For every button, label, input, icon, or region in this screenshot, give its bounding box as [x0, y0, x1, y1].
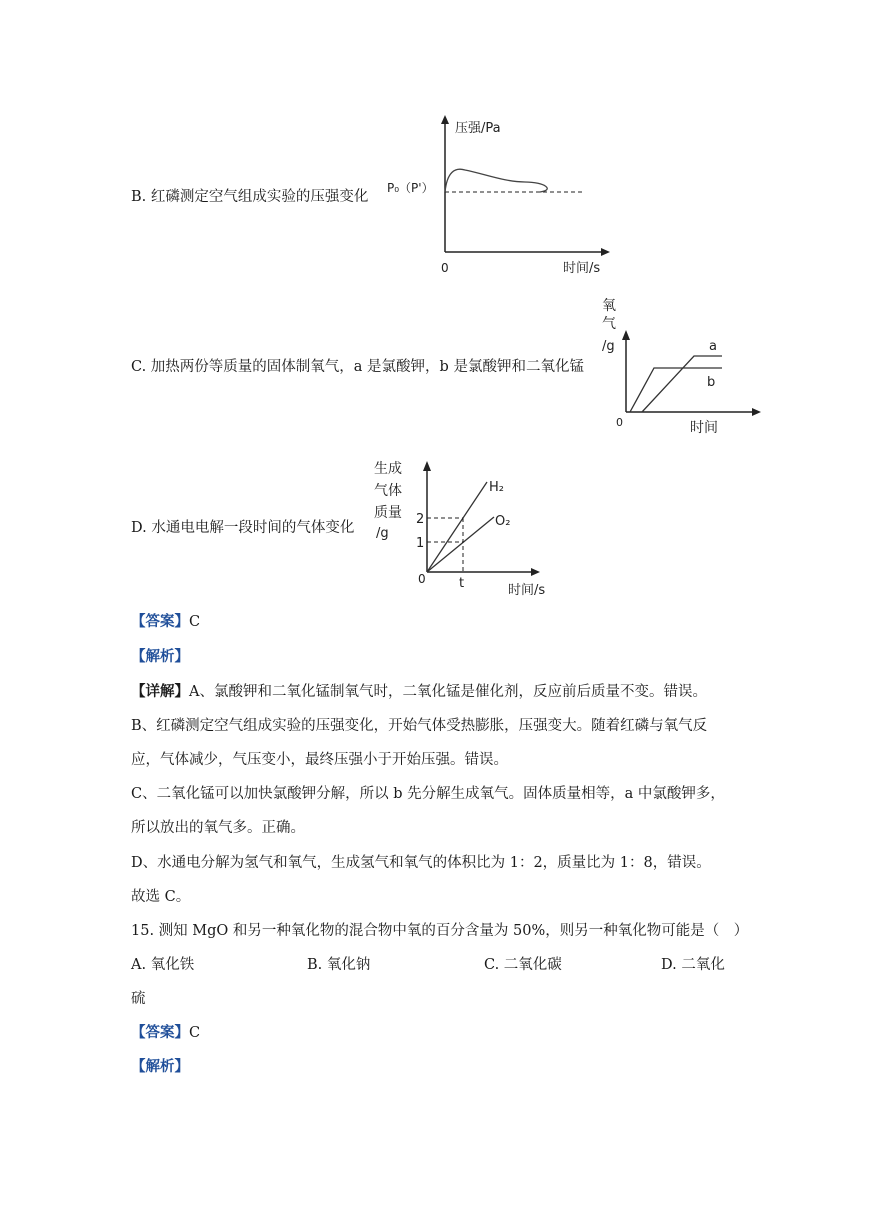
- electrolysis-ylabel-3: 质量: [374, 505, 402, 521]
- electrolysis-tick-2: 2: [416, 512, 425, 527]
- detail-line-4: C、二氧化锰可以加快氯酸钾分解，所以 b 先分解生成氧气。固体质量相等，a 中氯酸钾多，: [131, 786, 725, 802]
- pressure-xlabel: 时间/s: [563, 261, 601, 276]
- detail-tag: 【详解】: [131, 683, 189, 700]
- electrolysis-chart: [370, 455, 560, 603]
- answer-2-value: C: [189, 1025, 201, 1041]
- answer-2-tag: 【答案】: [131, 1024, 189, 1041]
- option-c-label: C. 加热两份等质量的固体制氧气，a 是氯酸钾，b 是氯酸钾和二氧化锰: [131, 359, 584, 375]
- pressure-y-arrow: [441, 115, 449, 124]
- analysis-2-tag: 【解析】: [131, 1058, 189, 1075]
- electrolysis-x-arrow: [531, 568, 540, 576]
- pressure-origin: 0: [441, 261, 449, 275]
- q15-option-a: A. 氧化铁: [131, 957, 195, 973]
- q15-option-d: D. 二氧化: [661, 957, 725, 973]
- detail-line-1: [131, 682, 707, 702]
- oxygen-ylabel-2: 气: [602, 316, 616, 332]
- oxygen-y-arrow: [622, 330, 630, 340]
- detail-line-5: 所以放出的氧气多。正确。: [131, 820, 305, 836]
- oxygen-ylabel-1: 氧: [602, 298, 616, 314]
- pressure-ref-label: P₀（P'）: [387, 181, 434, 195]
- detail-text-1: A、氯酸钾和二氧化锰制氧气时，二氧化锰是催化剂，反应前后质量不变。错误。: [189, 684, 707, 700]
- q15-option-c: C. 二氧化碳: [484, 957, 562, 973]
- q15-option-d-cont: 硫: [131, 991, 146, 1007]
- electrolysis-ylabel-2: 气体: [374, 483, 402, 499]
- oxygen-ylabel-3: /g: [602, 339, 615, 354]
- oxygen-xlabel: 时间: [690, 420, 718, 436]
- electrolysis-tick-1: 1: [416, 536, 425, 551]
- q15-stem: 15. 测知 MgO 和另一种氧化物的混合物中氧的百分含量为 50%，则另一种氧化物可能是（ ）: [131, 923, 749, 939]
- pressure-ylabel: 压强/Pa: [455, 121, 501, 136]
- oxygen-origin: 0: [616, 416, 623, 429]
- oxygen-chart: [596, 294, 766, 439]
- analysis-1: [131, 647, 189, 667]
- answer-1-value: C: [189, 614, 201, 630]
- electrolysis-series-h2: H₂: [489, 480, 504, 495]
- detail-line-6: D、水通电分解为氢气和氧气，生成氢气和氧气的体积比为 1：2，质量比为 1：8，错误。: [131, 855, 711, 871]
- pressure-curve: [445, 169, 547, 192]
- analysis-2: [131, 1057, 189, 1077]
- pressure-x-arrow: [601, 248, 610, 256]
- answer-1-tag: 【答案】: [131, 613, 189, 630]
- electrolysis-ylabel-1: 生成: [374, 461, 402, 477]
- detail-line-3: 应，气体减少，气压变小，最终压强小于开始压强。错误。: [131, 752, 508, 768]
- oxygen-x-arrow: [752, 408, 761, 416]
- electrolysis-xlabel: 时间/s: [508, 583, 546, 598]
- electrolysis-series-o2: O₂: [495, 514, 511, 529]
- oxygen-series-b: b: [707, 375, 716, 390]
- q15-option-b: B. 氧化钠: [307, 957, 371, 973]
- answer-2: [131, 1023, 200, 1043]
- answer-1: [131, 612, 200, 632]
- electrolysis-line-h2: [427, 482, 487, 572]
- electrolysis-line-o2: [427, 517, 494, 572]
- pressure-chart: [385, 112, 625, 282]
- option-d-label: D. 水通电电解一段时间的气体变化: [131, 520, 355, 536]
- option-b-label: B. 红磷测定空气组成实验的压强变化: [131, 189, 369, 205]
- electrolysis-origin: 0: [418, 572, 426, 586]
- electrolysis-ylabel-4: /g: [376, 526, 389, 541]
- oxygen-series-a: a: [709, 339, 717, 354]
- analysis-1-tag: 【解析】: [131, 648, 189, 665]
- electrolysis-tick-t: t: [459, 576, 465, 591]
- detail-line-7: 故选 C。: [131, 889, 191, 905]
- electrolysis-y-arrow: [423, 461, 431, 471]
- detail-line-2: B、红磷测定空气组成实验的压强变化，开始气体受热膨胀，压强变大。随着红磷与氧气反: [131, 718, 708, 734]
